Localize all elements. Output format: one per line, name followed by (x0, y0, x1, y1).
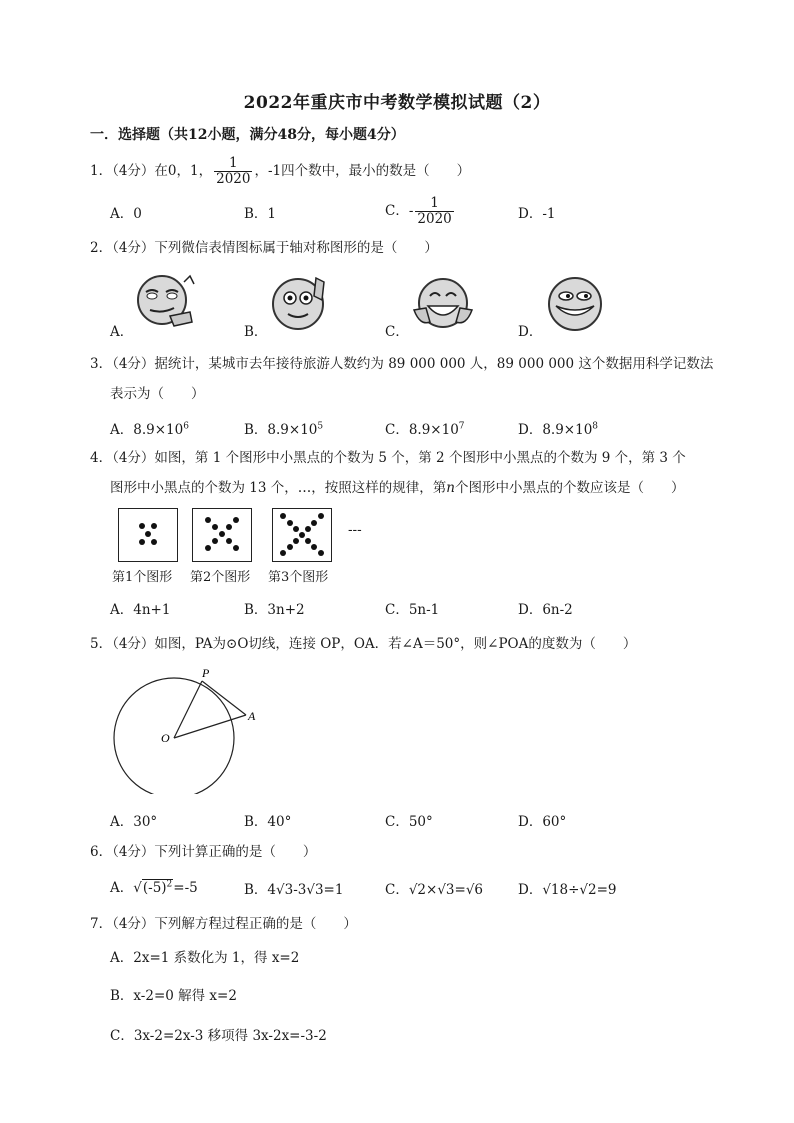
q3-c-base: C．8.9×10 (385, 422, 459, 438)
fig1-dot (151, 539, 157, 545)
figure-2-box (192, 508, 252, 562)
circle-o (114, 678, 234, 794)
label-a: A (248, 709, 256, 723)
q5-option-b: B．40° (244, 814, 292, 830)
fig3-dot (318, 550, 324, 556)
q6-a-prefix: A． (110, 880, 134, 896)
q1-frac-num: 1 (214, 156, 252, 172)
fig3-dot (293, 526, 299, 532)
segment-op (174, 681, 202, 738)
question-3-line2: 表示为（ ） (110, 386, 205, 402)
page-title: 2022年重庆市中考数学模拟试题（2） (243, 93, 551, 113)
segment-oa (174, 715, 246, 738)
circle-tangent-diagram (106, 664, 266, 794)
q6-a-suffix: =-5 (173, 880, 198, 896)
q1-option-a: A．0 (110, 206, 142, 222)
question-7: 7．（4分）下列解方程过程正确的是（ ） (90, 916, 357, 932)
emoji-facepalm-icon (268, 274, 334, 334)
q3-option-a (110, 418, 189, 438)
q1-c-num: 1 (415, 196, 453, 212)
q1-option-b: B．1 (244, 206, 277, 222)
q6-option-b: B．4√3-3√3=1 (244, 882, 344, 898)
q3-option-b (244, 418, 323, 438)
q1-fraction (214, 156, 252, 187)
q3-d-exp: 8 (592, 421, 599, 432)
fig1-dot (139, 539, 145, 545)
figure-ellipsis: --- (348, 522, 362, 538)
emoji-laughing-hands-icon (410, 276, 476, 334)
fig3-dot (305, 538, 311, 544)
q1-c-den: 2020 (417, 211, 452, 227)
q4-line2-n: n (446, 480, 455, 496)
section-heading: 一．选择题（共12小题，满分48分，每小题4分） (90, 127, 405, 143)
q2-option-b: B． (244, 324, 268, 340)
fig2-dot (205, 517, 211, 523)
q2-option-c: C． (385, 324, 409, 340)
fig3-dot (299, 532, 305, 538)
q4-option-c: C．5n-1 (385, 602, 440, 618)
question-1 (90, 156, 470, 187)
q7-option-b: B．x-2=0 解得 x=2 (110, 988, 237, 1004)
q2-option-d: D． (518, 324, 543, 340)
q6-option-a (110, 876, 198, 896)
fig3-dot (293, 538, 299, 544)
q3-a-base: A．8.9×10 (110, 422, 184, 438)
fig3-dot (280, 550, 286, 556)
q5-option-d: D．60° (518, 814, 567, 830)
figure-1-box (118, 508, 178, 562)
q1-option-d: D．-1 (518, 206, 556, 222)
question-2: 2．（4分）下列微信表情图标属于轴对称图形的是（ ） (90, 240, 438, 256)
sqrt-icon: √ (133, 880, 142, 896)
emoji-smirk-thumb-icon (134, 272, 200, 334)
q3-a-exp: 6 (183, 421, 189, 432)
segment-pa (202, 681, 246, 715)
q6-option-d: D．√18÷√2=9 (518, 882, 617, 898)
fig3-dot (280, 513, 286, 519)
question-4-line1: 4．（4分）如图，第 1 个图形中小黑点的个数为 5 个，第 2 个图形中小黑点的个数为 9 个，第 3 个 (90, 450, 686, 466)
fig2-dot (212, 538, 218, 544)
emoji-grin-icon (544, 274, 606, 334)
fig3-dot (311, 544, 317, 550)
fig2-dot (226, 538, 232, 544)
q4-line2-b: 个图形中小黑点的个数应该是（ ） (454, 480, 685, 496)
q1-c-prefix: C．- (385, 203, 414, 219)
question-4-line2 (110, 478, 684, 498)
q4-option-d: D．6n-2 (518, 602, 573, 618)
figure-1-caption: 第1个图形 (112, 570, 173, 585)
q1-option-c (385, 196, 456, 227)
q5-option-c: C．50° (385, 814, 433, 830)
q2-option-a: A． (110, 324, 134, 340)
fig2-dot (219, 531, 225, 537)
fig1-dot (139, 523, 145, 529)
q6-a-radicand (142, 880, 173, 897)
q4-option-b: B．3n+2 (244, 602, 305, 618)
q3-c-exp: 7 (458, 421, 465, 432)
question-6: 6．（4分）下列计算正确的是（ ） (90, 844, 317, 860)
fig2-dot (233, 545, 239, 551)
q1-suffix: ，-1四个数中，最小的数是（ ） (254, 163, 471, 179)
question-3-line1: 3．（4分）据统计，某城市去年接待旅游人数约为 89 000 000 人，89 000 000 这个数据用科学记数法 (90, 356, 714, 372)
figure-3-box (272, 508, 332, 562)
q3-option-c (385, 418, 465, 438)
q3-option-d (518, 418, 598, 438)
fig3-dot (311, 520, 317, 526)
label-o: O (161, 731, 170, 745)
q6-a-rad-text: (-5) (142, 880, 167, 896)
q7-option-a: A．2x=1 系数化为 1，得 x=2 (110, 950, 300, 966)
fig2-dot (233, 517, 239, 523)
figure-2-caption: 第2个图形 (190, 570, 251, 585)
q5-option-a: A．30° (110, 814, 158, 830)
label-p: P (202, 666, 210, 680)
fig2-dot (226, 524, 232, 530)
q1-frac-den: 2020 (216, 171, 251, 187)
fig1-dot (151, 523, 157, 529)
fig2-dot (212, 524, 218, 530)
q7-option-c: C．3x-2=2x-3 移项得 3x-2x=-3-2 (110, 1028, 327, 1044)
q4-option-a: A．4n+1 (110, 602, 171, 618)
figure-3-caption: 第3个图形 (268, 570, 329, 585)
q3-b-exp: 5 (317, 421, 324, 432)
question-5: 5．（4分）如图，PA为⊙O切线，连接 OP，OA．若∠A＝50°，则∠POA的度数为（ ） (90, 636, 637, 652)
q3-b-base: B．8.9×10 (244, 422, 318, 438)
fig3-dot (287, 544, 293, 550)
fig2-dot (205, 545, 211, 551)
fig3-dot (305, 526, 311, 532)
fig3-dot (287, 520, 293, 526)
q6-option-c: C．√2×√3=√6 (385, 882, 484, 898)
q3-d-base: D．8.9×10 (518, 422, 593, 438)
q1-prefix: 1．（4分）在0，1， (90, 163, 213, 179)
q1-c-fraction (415, 196, 453, 227)
q4-line2-a: 图形中小黑点的个数为 13 个，…，按照这样的规律，第 (110, 480, 447, 496)
q6-a-exp: 2 (166, 879, 173, 890)
fig1-dot (145, 531, 151, 537)
fig3-dot (318, 513, 324, 519)
